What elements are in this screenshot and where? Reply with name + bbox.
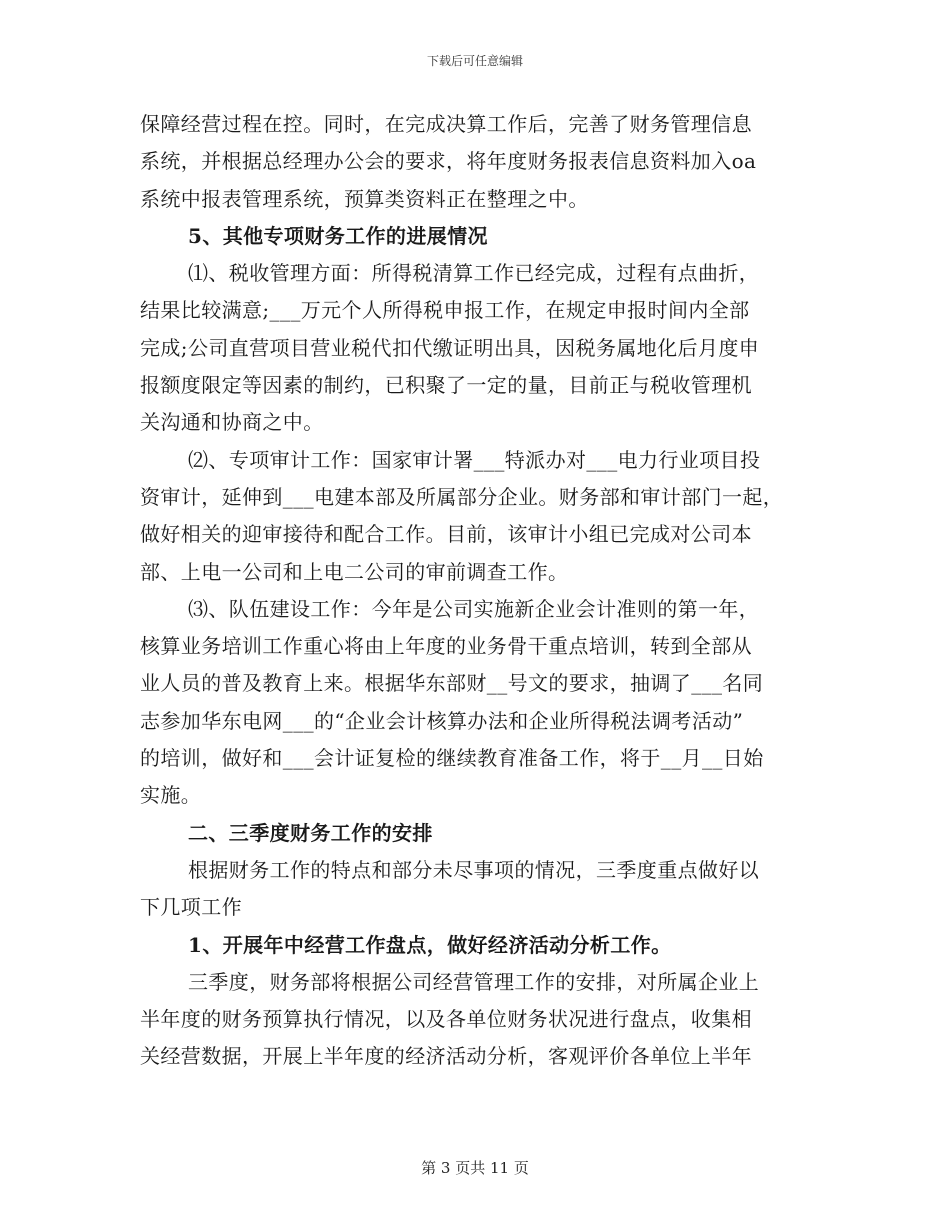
text-line: 完成;公司直营项目营业税代扣代缴证明出具，因税务属地化后月度申 [140, 335, 760, 360]
document-body [140, 106, 820, 1076]
text-line: 根据财务工作的特点和部分未尽事项的情况，三季度重点做好以 [188, 857, 760, 882]
text-line: 报额度限定等因素的制约，已积聚了一定的量，目前正与税收管理机 [140, 373, 752, 398]
text-line: 半年度的财务预算执行情况，以及各单位财务状况进行盘点，收集相 [140, 1007, 752, 1032]
text-line: 1、开展年中经营工作盘点，做好经济活动分析工作。 [188, 932, 672, 957]
text-line: 系统中报表管理系统，预算类资料正在整理之中。 [140, 186, 589, 211]
text-line: 部、上电一公司和上电二公司的审前调查工作。 [140, 559, 569, 584]
text-line: 志参加华东电网___的“企业会计核算办法和企业所得税法调考活动” [140, 708, 744, 733]
text-line: 关沟通和协商之中。 [140, 410, 324, 435]
text-line: 关经营数据，开展上半年度的经济活动分析，客观评价各单位上半年 [140, 1044, 752, 1069]
text-line: 资审计，延伸到___电建本部及所属部分企业。财务部和审计部门一起， [140, 484, 784, 509]
text-line: 二、三季度财务工作的安排 [188, 820, 433, 845]
text-line: 实施。 [140, 783, 202, 808]
text-line: 系统，并根据总经理办公会的要求，将年度财务报表信息资料加入oa [140, 149, 757, 174]
text-line: 三季度，财务部将根据公司经营管理工作的安排，对所属企业上 [188, 969, 760, 994]
text-line: 结果比较满意;___万元个人所得税申报工作，在规定申报时间内全部 [140, 298, 750, 323]
text-line: 下几项工作 [140, 895, 242, 920]
text-line: 核算业务培训工作重心将由上年度的业务骨干重点培训，转到全部从 [140, 634, 752, 659]
text-line: 保障经营过程在控。同时，在完成决算工作后，完善了财务管理信息 [140, 112, 752, 136]
text-line: ⑶、队伍建设工作：今年是公司实施新企业会计准则的第一年， [188, 596, 760, 621]
text-line: 的培训，做好和___会计证复检的继续教育准备工作，将于__月__日始 [140, 746, 764, 771]
text-line: ⑵、专项审计工作：国家审计署___特派办对___电力行业项目投 [188, 447, 761, 472]
text-line: 5、其他专项财务工作的进展情况 [188, 223, 488, 248]
page-footer: 第 3 页共 11 页 [421, 1159, 529, 1177]
page-header: 下载后可任意编辑 [426, 54, 523, 68]
text-line: 做好相关的迎审接待和配合工作。目前，该审计小组已完成对公司本 [140, 522, 752, 547]
text-line: 业人员的普及教育上来。根据华东部财__号文的要求，抽调了___名同 [140, 671, 764, 696]
text-line: ⑴、税收管理方面：所得税清算工作已经完成，过程有点曲折， [188, 261, 760, 286]
